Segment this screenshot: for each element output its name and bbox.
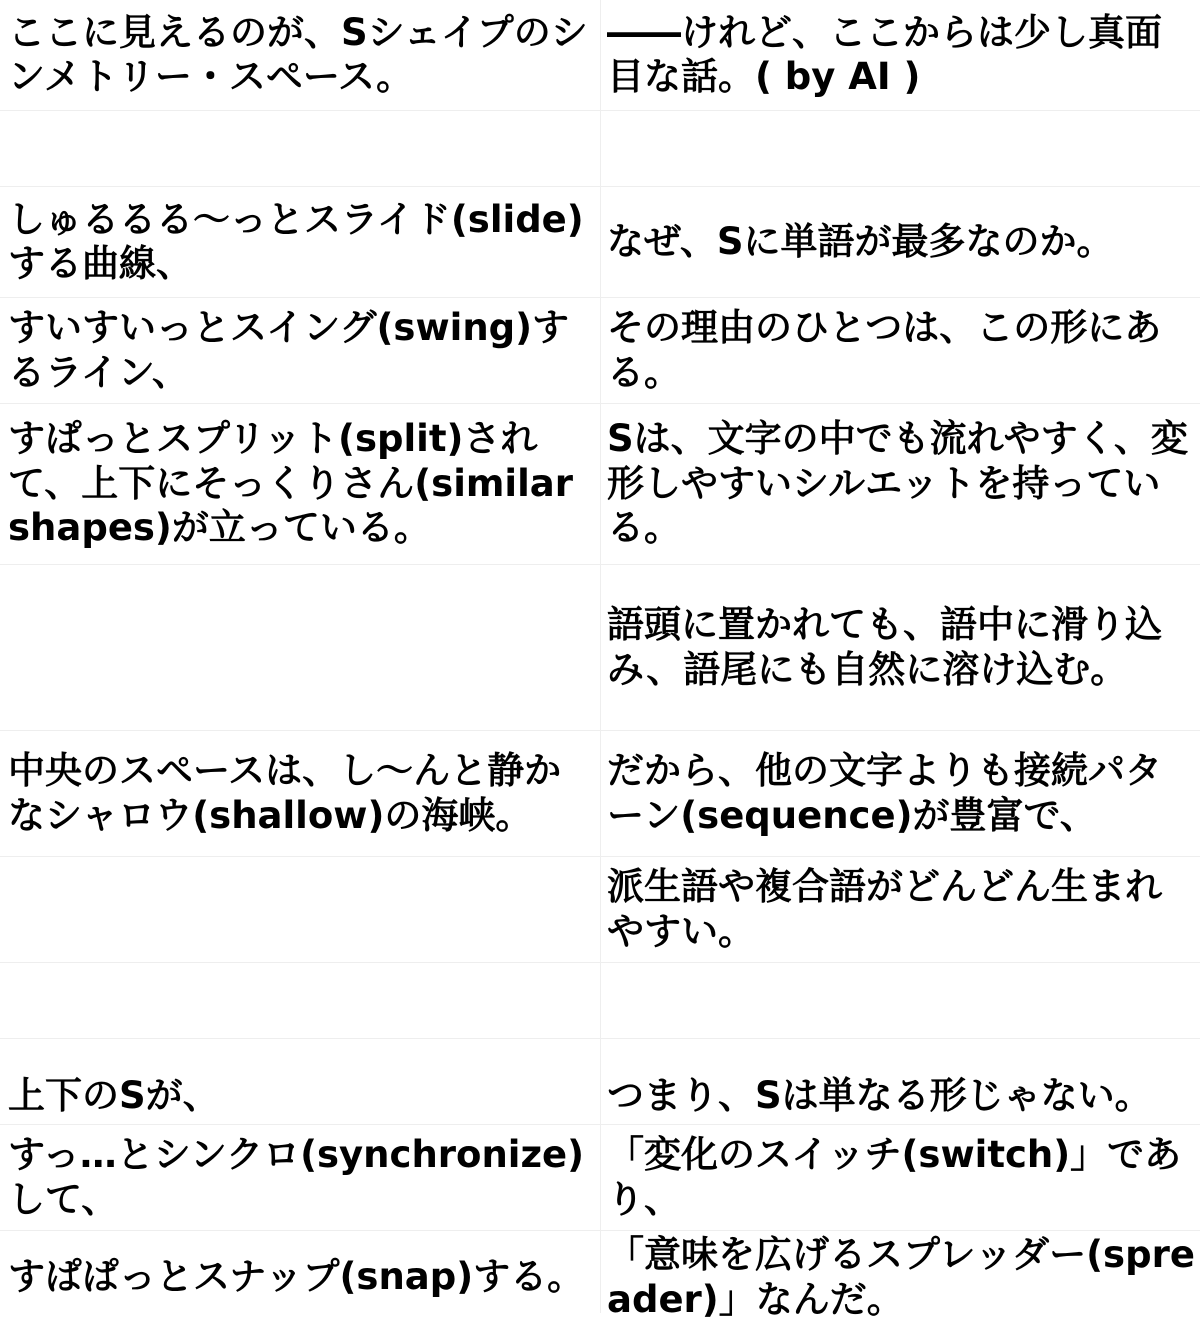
table-cell-right: ――けれど、ここからは少し真面目な話。( by AI ) — [601, 0, 1200, 110]
table-cell-right: 派生語や複合語がどんどん生まれやすい。 — [601, 857, 1200, 962]
table-cell-left: すぱぱっとスナップ(snap)する。 — [0, 1231, 600, 1324]
table-cell-right: つまり、Sは単なる形じゃない。 — [601, 1039, 1200, 1124]
table-cell-left: 上下のSが、 — [0, 1039, 600, 1124]
table-cell-left: 中央のスペースは、し〜んと静かなシャロウ(shallow)の海峡。 — [0, 731, 600, 856]
table-cell-left: すっ…とシンクロ(synchronize)して、 — [0, 1125, 600, 1230]
table-cell-left — [0, 963, 600, 1038]
table-cell-right: だから、他の文字よりも接続パターン(sequence)が豊富で、 — [601, 731, 1200, 856]
table-cell-right: 語頭に置かれても、語中に滑り込み、語尾にも自然に溶け込む。 — [601, 565, 1200, 730]
table-cell-right: その理由のひとつは、この形にある。 — [601, 298, 1200, 403]
table-cell-right — [601, 111, 1200, 186]
table-cell-left: すいすいっとスイング(swing)するライン、 — [0, 298, 600, 403]
table-cell-left — [0, 565, 600, 730]
table-cell-left: しゅるるる〜っとスライド(slide)する曲線、 — [0, 187, 600, 297]
table-cell-right — [601, 963, 1200, 1038]
table-cell-left: すぱっとスプリット(split)されて、上下にそっくりさん(similar shapes)が立っている。 — [0, 404, 600, 564]
table-cell-right: なぜ、Sに単語が最多なのか。 — [601, 187, 1200, 297]
table-cell-right: 「変化のスイッチ(switch)」であり、 — [601, 1125, 1200, 1230]
table-cell-left: ここに見えるのが、Sシェイプのシンメトリー・スペース。 — [0, 0, 600, 110]
table-cell-right: 「意味を広げるスプレッダー(spreader)」なんだ。 — [601, 1231, 1200, 1324]
table-cell-left — [0, 857, 600, 962]
table-cell-right: Sは、文字の中でも流れやすく、変形しやすいシルエットを持っている。 — [601, 404, 1200, 564]
table-cell-left — [0, 111, 600, 186]
